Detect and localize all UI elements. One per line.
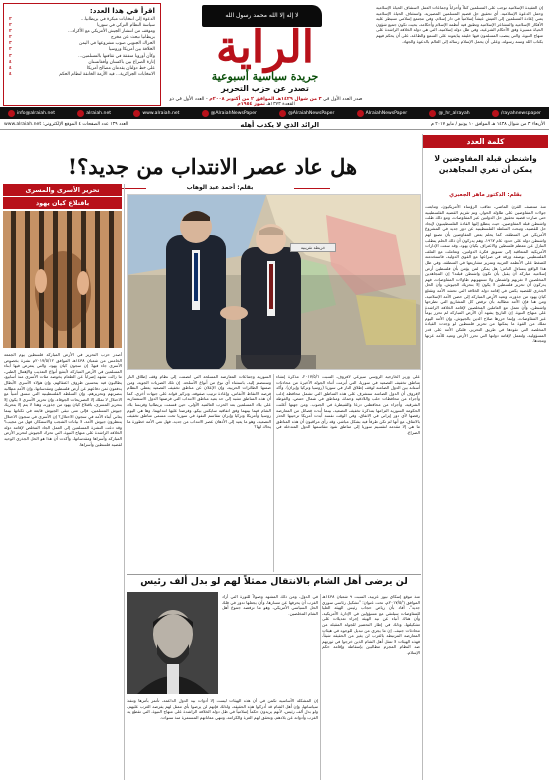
toc-item-text: الخلافة بين أمريكا وروسيا [108, 47, 155, 53]
yt-icon [492, 110, 499, 117]
toc-item-page: ٤ [9, 65, 12, 71]
dateline-issue: العدد ١٣٩ عدد الصفحات ٤ الموقع الإلكتروني: www.alraiah.net [4, 122, 129, 127]
prison-bars-illustration [3, 211, 122, 348]
toc-item-text: الدعوة إلى انتخابات مبكرة في بريطانيا... [80, 17, 155, 22]
toc-item-page: ٢ [9, 23, 12, 29]
social-link-text: @AlraiahNewsPaper [210, 110, 257, 116]
main-story-column-1: على وزير الخارجية الروسي سيرغي لافروف، السبت ٢٠١٧/٥/٦، مذكرة إنشاء مناطق تخفيف التصعيد في سوريا، التي أبرمت أثناء الجولة الأخيرة من محادثات أستانة بين الدول الضامنة لوقف إطلاق النار في سوريا (روسيا وتركيا وإيران). وأكد لافروف أن الدول الضامنة ستشرف على هذه المناطق التي تشمل محافظة إدلب وأجزاء من محافظات حلب واللاذقية وحماة، ومناطق في شمال حمص، والغوطة الشرقية، وأجزاء من محافظتي درعا والقنيطرة في الجنوب. ومن جهتها أعلنت الحكومة السورية التزامها بمذكرة تخفيف التصعيد، بينما أبدت فصائل من المعارضة رفضها لأي دور إيراني في الاتفاق، وفي الوقت نفسه أبدت أمريكا ترحيبها الحذر بالاتفاق، مع أنها لم تكن طرفاً فيه بشكل مباشر، وقد رأى مراقبون أن هذه المناطق ما هي إلا مقدمة لتقسيم سوريا إلى مناطق نفوذ تتقاسمها الدول المتدخلة في الصراع. [276, 374, 420, 435]
social-link[interactable] [357, 110, 408, 117]
editorial-band: كلمة العدد [423, 135, 548, 148]
issue-line-mid: - العدد الأول في ذو القعدة ١٣٧٣هـ [169, 97, 295, 107]
photo-illustration [127, 195, 420, 370]
toc-item-page: ٤ [9, 71, 12, 77]
social-link-text: www.alraiah.net [142, 110, 180, 116]
tw2-icon [429, 110, 436, 117]
newspaper-subtitle: جريدة سياسية أسبوعية [211, 70, 319, 83]
main-headline: هل عاد عصر الانتداب من جديد؟! [67, 154, 358, 179]
toc-item-page: ٢ [9, 17, 12, 22]
slogan: الرائد الذي لا يكذب أهله [240, 120, 320, 129]
social-link[interactable] [77, 110, 111, 117]
issue-line-end: تموز ١٩٥٤م [237, 102, 265, 107]
bottom-story-column-2: في الدول، ومن ذلك المشهد وصولاً للثورة التي أراد الغرب أن يحرفها عن مسارها، وأن يجعلها تدور في فلك الحل السياسي الأمريكي، وهو ما ترفضه جموع أهل الشام المخلصين. [222, 594, 318, 616]
social-link-text: @_hr_alrayah [438, 110, 470, 116]
issue-line-date: ٣ من شوال ١٤٢٩هـ الموافق ٢ من أكتوبر ٢٠٠٨م [209, 97, 322, 102]
toc-item-page: ٣ [9, 41, 12, 47]
bottom-headline: لن يرضى أهل الشام بالانتقال ممثلاً لهم لو بدل ألف رئيس [140, 576, 408, 587]
toc-item-text: وموقف من انتشار الجيش الأمريكي مع الأكراد... [67, 29, 155, 35]
prisoners-band-1: تحرير الأسرى والمسرى [3, 184, 122, 196]
leaders-handshake-photo [127, 194, 421, 370]
tg-icon [202, 110, 209, 117]
portrait-illustration [127, 592, 218, 694]
main-byline: بقلم: أحمد عبد الوهاب [150, 184, 290, 194]
toc-item-text: على خط دولتان يقدمان مصالح أمريكا [86, 65, 155, 71]
mail-icon [133, 110, 140, 117]
toc-list [4, 17, 160, 78]
web-icon [8, 110, 15, 117]
toc-item-text: الانتخابات الجزائرية... قيد الأزمة الخانقة لنظام الحكم [59, 71, 155, 77]
prisoners-article-body: أصدر حزب التحرير في الأرض المباركة فلسطين يوم الجمعة الخامس من شعبان ١٤٣٨هـ الموافق ٢٠١٧/٥/١٢م نشرة بخصوص الأسرى جاء فيها: إن سجون كيان يهود، والتي يتعرض فيها أبناء المسلمين في الأرض المباركة لأبشع أنواع التعذيب والإهمال الطبي، ما زالت تشهد إضراباً عن الطعام يخوضه مئات الأسرى منذ أسابيع، يطالبون فيه بتحسين ظروف اعتقالهم، وإن هؤلاء الأسرى الأبطال يدفعون ثمن دفاعهم عن أرض فلسطين ومقدساتها، وإن الأمة مطالبة بنصرتهم وتحريرهم، وإن السلطة الفلسطينية التي تنسق أمنياً مع الاحتلال لا تملك إلا التصريحات الجوفاء، وإن تحرير الأسرى لا يكون إلا بتحرير المسرى، باقتلاع كيان يهود من جذوره، وهذا لا يتم إلا بتحريك جيوش المسلمين، فإلى متى تبقى الجيوش قابعة في ثكناتها بينما يعاني أبناء الأمة في سجون الاحتلال؟ إن الأسرى في سجون الاحتلال ينتظرون جيوش الأمة، لا بيانات الشجب والاستنكار، فهل من مجيب؟ وقد دعت النشرة المسلمين إلى العمل الجاد المخلص لإقامة دولة الخلافة الراشدة على منهاج النبوة، التي تحرك الجيوش لتحرير الأرض المباركة وأسراها ومقدساتها، وأكدت أن هذا هو الحل الجذري الوحيد لقضية فلسطين وأسراها. [4, 352, 122, 447]
editorial-body: منذ منتصف القرن الماضي، تعاقب الرؤساء الأمريكيون، وتتابعت جولات المفاوضين على طاولة الحوار، وتم تقزيم القضية الفلسطينية حتى صارت قضية تحقيق حل الدولتين عبر المفاوضات، ومع ذلك ظلت واشنطن قبلة المفاوضين، حيث يتطلع إليها القادة الفلسطينيون لإيجاد حل للقضية، وتبحث السلطة الفلسطينية عن دور جديد في المشروع الأمريكي في المنطقة، كما يحلم بعض المفاوضين بأن تصنع لهم واشنطن دولة على حدود عام ١٩٦٧، وهم يدركون أن ذلك الحلم يتطلب التنازل عن معظم فلسطين والاعتراف بكيان يهود، وقد سعت الإدارات الأمريكية المتعاقبة إلى تسويق فكرة الدولتين، وتعاملت مع الملف الفلسطيني بوصفه ورقة في صراعها مع القوى الدولية، فاستخدمته للضغط على الأنظمة العربية وتمرير مشاريعها في المنطقة، وفي ظل هذا الواقع يتساءل الناس: هل يمكن لمن يؤمن بأن فلسطين أرض إسلامية مباركة أن يقبل بأن تكون واشنطن قبلته؟ إن المجاهدين المخلصين لا تغريهم واشنطن ولا تستهويهم طاولات المفاوضات، فهم يدركون أن تحرير فلسطين لا يكون إلا بتحريك الجيوش، وأن الحل الجذري للقضية يكمن في إقامة دولة الخلافة التي تحشد الأمة وتقتلع كيان يهود من جذوره، وتعيد الأرض المباركة إلى حضن الأمة الإسلامية، ومن هنا فإن الأمة مطالبة بأن ترفض كل المشاريع التي تطرحها واشنطن، وأن تعمل مع العاملين المخلصين لإقامة الخلافة الراشدة على منهاج النبوة. إن التاريخ يشهد أن الأرض المباركة لم تحرر يوماً عبر المفاوضات، وإنما حررها صلاح الدين بالجيوش، وإن الأمة اليوم تملك من القوة ما يمكنها من تحرير فلسطين لو وجدت القيادة المخلصة التي تقودها في طريق التحرير، فلتكن الأمة على قدر المسؤولية، ولتعمل لإقامة دولتها التي تحرر الأرض وتعيد للأمة عزتها ومجدها. [425, 204, 546, 344]
social-link-text: info@alraiah.net [17, 110, 56, 116]
social-link-text: AlraiahNewsPaper [365, 110, 408, 116]
site-icon [77, 110, 84, 117]
column-divider [124, 184, 125, 780]
toc-item-text: الحراك الجنوبي صوب مشروعها في اليمن [79, 41, 155, 47]
issuer-line: تصدر عن حزب التحرير [221, 84, 309, 93]
toc-item-page: ٤ [9, 59, 12, 65]
social-link[interactable] [279, 110, 334, 117]
intro-statement: إن العقيدة الإسلامية توجب على المسلمين كتلاً وأحزاباً وجماعات العمل لاستئناف الحياة الإسلامية وحمل الدعوة الإسلامية. أي تحقيق حل قضية المسلمين المصيرية. واستئناف الحياة الإسلامية يعني إعادة المسلمين إلى العيش عيشاً إسلامياً في دار إسلام، وفي مجتمع إسلامي تسيطر عليه الأفكار الإسلامية والمشاعر الإسلامية وتطبق فيه أنظمة الإسلام وأحكامه، بحيث تكون جميع شؤون الحياة مسيرة وفق الأحكام الشرعية، وفي ظل دولة إسلامية، التي هي دولة الخلافة الراشدة على منهاج النبوة، والتي ينصب المسلمون فيها خليفة يبايعونه على السمع والطاعة، على أن يحكم فيهم بكتاب الله وسنة رسوله، وعلى أن يحمل الإسلام رسالة إلى العالم بالدعوة والجهاد. [376, 5, 543, 44]
issue-line-prefix: صدر العدد الأول في [321, 97, 363, 102]
toc-item-text: وكأن أوروبا متفقة في ثقافتها بالمسلمين... [78, 53, 155, 59]
social-link-text: /rayahnewspaper [501, 110, 541, 116]
column-divider [273, 374, 274, 572]
toc-item-page: ٢ [9, 35, 12, 41]
social-link[interactable] [492, 110, 541, 117]
social-link[interactable] [429, 110, 469, 117]
issue-history-line [168, 97, 364, 105]
social-bar [0, 107, 549, 119]
flag-banner: لا إله إلا الله محمد رسول الله [202, 5, 322, 27]
social-link-text: @AlraiahNewsPaper [288, 110, 335, 116]
toc-item-page: ٢ [9, 29, 12, 35]
section-divider [127, 574, 421, 575]
prison-bars-image [3, 211, 122, 348]
social-link[interactable] [202, 110, 257, 117]
fb-icon [357, 110, 364, 117]
editorial-title: واشنطن قبلة المفاوضين لا يمكن أن تغري المجاهدين [434, 154, 537, 174]
bottom-story-column-3: إن المشكلة الأساسية تكمن في أن هذه الهيئات ليست إلا أدوات بيد الدول الداعمة، تأتمر بأمرها وتنفذ سياساتها، وإن أهل الشام قد أدركوا هذه الحقيقة، ولذلك فإنهم لن يرضوا بأي ممثل لهم يفرضه الغرب عليهم، ولو بدل ألف رئيس، لأنهم يريدون حكماً إسلامياً في ظل دولة الخلافة الراشدة على منهاج النبوة، التي تقطع يد الغرب وأدواته عن بلادهم، وتحقق لهم العزة والكرامة، وتنهي معاناتهم المستمرة منذ سنوات. [127, 698, 318, 720]
newspaper-logo: الراية [216, 22, 314, 73]
portrait-photo [127, 592, 218, 694]
toc-item-text: بريطانيا تبحث عن مخرج [111, 35, 155, 41]
toc-item-text: سياسة النظام التركي في سوريا [97, 23, 155, 29]
tw-icon [279, 110, 286, 117]
bottom-story-column-1: منذ موقع إسكاي نيوز عربية، السبت ٩ شعبان ١٤٣٨هـ الموافق ٢٠١٧/٥/٦م، تحت عنوان: "تشكيل رئاسي سوري جديد"، أفاد بأن رياض حجاب رئيس الهيئة العليا للمفاوضات سيلتقي مع مسؤولين في الإدارة الأمريكية، وأن هناك أنباء عن نية الهيئة إجراء تعديلات على تشكيلتها، وذلك في إطار التحضير للجولة المقبلة من محادثات جنيف. إن ما يجري من تبديل للوجوه في هيئات المعارضة المرتبطة بالغرب لن يغير من الحقيقة شيئاً، فهذه الهيئات لا تمثل أهل الشام الذين خرجوا في ثورتهم ضد النظام المجرم مطالبين بإسقاطه وإقامة حكم الإسلام. [322, 594, 420, 655]
toc-item-page: ٣ [9, 47, 12, 53]
social-link-text: alraiah.net [86, 110, 112, 116]
column-divider [422, 134, 423, 780]
toc-item [9, 72, 155, 78]
toc-item-page: ٣ [9, 53, 12, 59]
toc-item-text: إثارة الصراع بين باكستان وأفغانستان [88, 59, 155, 65]
table-of-contents [3, 3, 161, 106]
social-link[interactable] [8, 110, 55, 117]
column-divider [320, 594, 321, 780]
prisoners-band-2: باقتلاع كيان يهود [3, 197, 122, 209]
dateline [0, 120, 549, 130]
social-link[interactable] [133, 110, 179, 117]
editorial-author: بقلم: الدكتور ماهر الجعبري [449, 192, 522, 198]
main-story-column-2: السورية وجماعات المعارضة المسلحة التي انضمت إلى نظام وقف إطلاق النار وستنضم إليه، باستثناء أي نوع من أنواع الأسلحة. إن تلك الضربات الجوية، ومن ضمنها الطائرات الحربية، وإن الإعلان عن مناطق تخفيف التصعيد يعطي النظام فرصة لالتقاط الأنفاس، وإعادة ترتيب صفوفه، وتركيز قواته على جبهات أخرى، كما أن هذه المناطق تشبه إلى حد بعيد مناطق الانتداب التي فرضتها الدول الاستعمارية على بلاد المسلمين بعد الحرب العالمية الأولى، حين قسمت بريطانيا وفرنسا بلاد الشام فيما بينهما وفق اتفاقية سايكس بيكو، وفرضتا عليها انتدابهما. وها هي اليوم روسيا وأمريكا وتركيا وإيران تتقاسم النفوذ في سوريا تحت مسمى مناطق تخفيف التصعيد، وهو ما يعيد إلى الأذهان عصر الانتداب من جديد، فهل تعي الأمة خطورة ما يحاك لها؟ [127, 374, 271, 430]
map-label: خريطة تقريبية [290, 243, 336, 252]
toc-heading: اقرأ في هذا العدد: [4, 4, 160, 17]
dateline-date: الأربعاء ٣ من شوال ١٤٣٨ هـ الموافق ١٠ يونيو / مايو ٢٠١٧ م [430, 122, 545, 127]
